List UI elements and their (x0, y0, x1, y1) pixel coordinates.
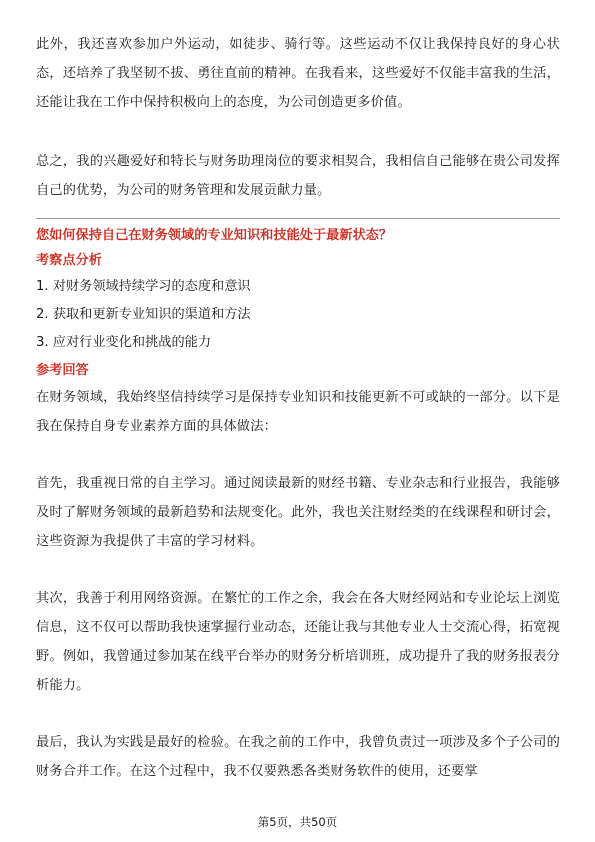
answer-heading: 参考回答 (36, 363, 89, 378)
paragraph-gap (36, 441, 560, 469)
paragraph-gap (36, 117, 560, 147)
interview-question: 您如何保持自己在财务领域的专业知识和技能处于最新状态？ (36, 228, 393, 243)
answer-paragraph-intro: 在财务领域，我始终坚信持续学习是保持专业知识和技能更新不可或缺的一部分。以下是我在保持自身专业素养方面的具体做法： (36, 390, 560, 434)
answer-paragraph-second: 其次，我善于利用网络资源。在繁忙的工作之余，我会在各大财经网站和专业论坛上浏览信息，这不仅可以帮助我快速掌握行业动态，还能让我与其他专业人士交流心得，拓宽视野。例如，我曾通过参加某在线平台举办的财务分析培训班，成功提升了我的财务报表分析能力。 (36, 591, 560, 693)
document-page (36, 30, 560, 786)
answer-paragraph-first: 首先，我重视日常的自主学习。通过阅读最新的财经书籍、专业杂志和行业报告，我能够及时了解财务领域的最新趋势和法规变化。此外，我也关注财经类的在线课程和研讨会，这些资源为我提供了丰富的学习材料。 (36, 476, 560, 549)
paragraph-outdoor-hobbies: 此外，我还喜欢参加户外运动，如徒步、骑行等。这些运动不仅让我保持良好的身心状态，还培养了我坚韧不拔、勇往直前的精神。在我看来，这些爱好不仅能丰富我的生活，还能让我在工作中保持积极向上的态度，为公司创造更多价值。 (36, 37, 560, 110)
section-divider (36, 218, 560, 219)
paragraph-gap (36, 700, 560, 728)
analysis-item: 3. 应对行业变化和挑战的能力 (36, 335, 212, 350)
analysis-item: 1. 对财务领域持续学习的态度和意识 (36, 279, 251, 294)
analysis-item: 2. 获取和更新专业知识的渠道和方法 (36, 307, 251, 322)
analysis-heading: 考察点分析 (36, 253, 102, 268)
page-number: 第5页，共50页 (257, 815, 338, 829)
answer-paragraph-last: 最后，我认为实践是最好的检验。在我之前的工作中，我曾负责过一项涉及多个子公司的财务合并工作。在这个过程中，我不仅要熟悉各类财务软件的使用，还要掌 (36, 735, 560, 779)
paragraph-conclusion: 总之，我的兴趣爱好和特长与财务助理岗位的要求相契合，我相信自己能够在贵公司发挥自己的优势，为公司的财务管理和发展贡献力量。 (36, 154, 560, 198)
paragraph-gap (36, 556, 560, 584)
